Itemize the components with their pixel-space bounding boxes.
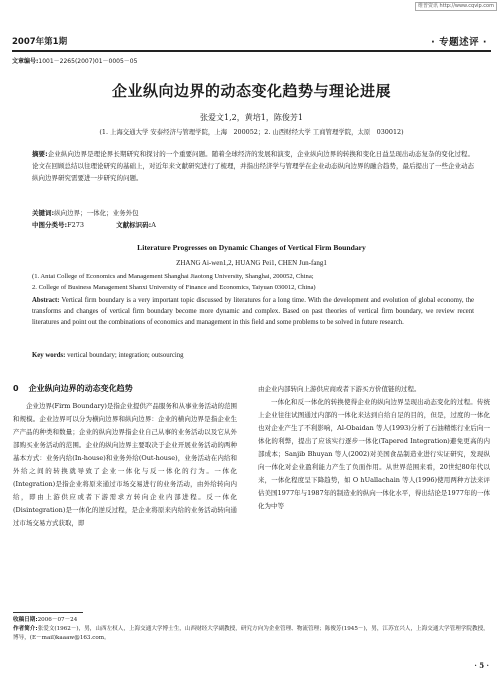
body-paragraph: 一体化和反一体化的转换使得企业的纵向边界呈现出动态变化的过程。传统上企业往往试图通过内部的一体化来达到自给自足的目的，但是，过度的一体化也对企业产生了不利影响，Al-Obaidan 等人(1993)分析了石油精炼行业后向一体化的利弊，提出了应该实行逐步一体化(Tapered Integration)避免更高的内部成本；Sanjib Bhuyan 等人(2002)对美国食品制造业进行实证研究，发现纵向一体化对企业盈利能力产生了负面作用。从世界范围来看，20世纪80年代以来，一体化程度呈下降趋势，如 O hUallachain 等人(1996)使用两种方法来评估美国1977年与1987年的制造业的纵向一体化水平，得出结论是1977年的一体化为中等: [258, 398, 490, 510]
received-label: 收稿日期:: [13, 617, 38, 623]
keywords-cn-label: 关键词:: [32, 209, 55, 217]
keywords-en-label: Key words:: [32, 352, 66, 359]
journal-header: [12, 35, 491, 49]
keywords-cn-text: 纵向边界；一体化；业务外包: [54, 209, 139, 217]
section-number: 0: [13, 384, 19, 393]
received-value: 2006－07－24: [37, 617, 78, 623]
article-number-label: 文章编号:: [12, 58, 39, 65]
affiliation-en-line: 2. College of Business Management Shanxi University of Finance and Economics, Taiyuan 030012, China): [32, 284, 316, 291]
article-number-value: 1001－2265(2007)01－0005－05: [38, 58, 138, 65]
article-number: [12, 56, 137, 65]
header-rule: [12, 50, 491, 52]
section-body-continued: [258, 383, 490, 513]
abstract-cn: [32, 148, 474, 185]
abstract-en-label: Abstract:: [32, 297, 60, 304]
title-en: Literature Progresses on Dynamic Changes of Vertical Firm Boundary: [137, 243, 366, 252]
section-title: 企业纵向边界的动态变化趋势: [28, 384, 133, 393]
doc-code-label: 文献标识码:: [116, 221, 152, 229]
body-column-left: [13, 383, 237, 530]
keywords-en-text: vertical boundary; integration; outsourcing: [67, 352, 184, 359]
column-label: · 专题述评 ·: [431, 37, 487, 48]
body-paragraph: 企业边界(Firm Boundary)是指企业提供产品服务和从事业务活动的范围和规模。企业边界可以分为横向边界和纵向边界：企业的横向边界是指企业生产产品的种类和数量；企业的纵向边界指企业自己从事的业务活动以及它从外部购买业务活动的范围。企业的纵向边界主要取决于企业开展业务活动的两种基本方式：业务内给(In-house)和业务外给(Out-house)，业务活动在内给和外给之间的转换就导致了企业一体化与反一体化的行为。一体化(Integration)是指企业将原来通过市场交易进行的业务活动，由外给转向内给，即由上游供应或者下游需求方转向企业内部进程。反一体化(Disintegration)是一体化的逆反过程，是企业将原来内给的业务活动转向通过市场交易方式获取，即: [13, 402, 237, 527]
affiliation-cn: (1. 上海交通大学 安泰经济与管理学院，上海 200052；2. 山西财经大学 工商管理学院，太原 030012): [99, 128, 404, 136]
footnotes: [13, 616, 491, 643]
affiliation-en: [32, 271, 474, 293]
clc-value: F273: [67, 221, 85, 229]
bio-text: 张爱文(1962－)，男，山西左权人，上海交通大学博士生，山西财经大学副教授，研究方向为企业管理、物流管理；陈俊芳(1945－)，男，江苏宜兴人，上海交通大学管理学院教授，博导，(E－mail)kaaaw@163.com。: [13, 626, 489, 641]
received-date: [13, 616, 491, 625]
author-bio: [13, 625, 491, 643]
affiliation-en-line: (1. Antai College of Economics and Management Shanghai Jiaotong University, Shanghai, 200052, China;: [32, 273, 314, 280]
classification: [32, 220, 156, 229]
clc-label: 中图分类号:: [32, 221, 68, 229]
bio-label: 作者简介:: [13, 626, 38, 632]
authors-cn: 张爱文1,2，黄培1，陈俊芳1: [200, 113, 303, 122]
keywords-en: [32, 352, 184, 359]
abstract-cn-text: 企业纵向边界是理论界长期研究和探讨的一个重要问题。随着全球经济的发展和演变，企业纵向边界的转换和变化日益呈现出动态复杂的变化过程。论文在回顾总结以往理论研究的基础上，对近年来文献研究进行了梳理，并指出经济学与管理学在企业动态纵向边界的融合趋势，最后提出了一些企业动态纵向边界研究需要进一步研究的问题。: [32, 150, 474, 183]
footnote-rule: [13, 612, 83, 613]
issue-label: 2007年第1期: [12, 37, 68, 47]
keywords-cn: [32, 208, 139, 217]
abstract-en: [32, 295, 474, 329]
body-paragraph: 由企业内部转向上游供应商或者下游买方价值链的过程。: [258, 385, 421, 393]
abstract-cn-label: 摘要:: [32, 150, 48, 158]
section-body: [13, 400, 237, 530]
watermark: 维普资讯 http://www.cqvip.com: [415, 2, 497, 11]
title-cn: 企业纵向边界的动态变化趋势与理论进展: [111, 82, 391, 100]
doc-code-value: A: [151, 221, 156, 229]
authors-en: ZHANG Ai-wen1,2, HUANG Pei1, CHEN Jun-fang1: [176, 259, 327, 267]
page-number: · 5 ·: [474, 661, 489, 670]
abstract-en-text: Vertical firm boundary is a very important topic discussed by literatures for a long time. With the development and evolution of global economy, the transforms and changes of vertical firm boundary become more dynamic and complex. Based on past theories of vertical firm boundary, we review recent literatures and point out the combinations of economics and management in this field and some problems to be solved in future research.: [32, 297, 474, 327]
body-column-right: [258, 383, 490, 513]
section-heading: [13, 383, 237, 394]
